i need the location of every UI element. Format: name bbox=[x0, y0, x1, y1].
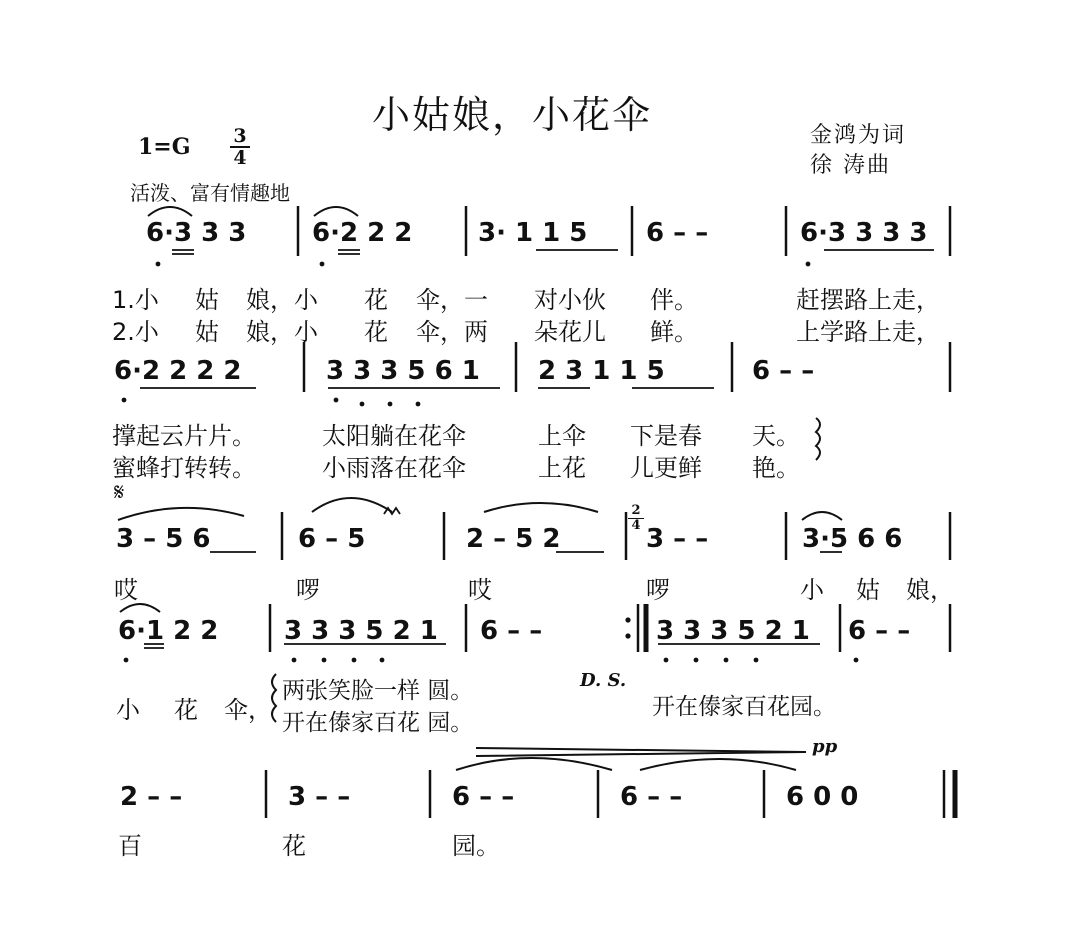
lyric4-coda: 开在傣家百花园。 bbox=[652, 694, 836, 720]
meter-change-top: 2 bbox=[631, 503, 641, 518]
line3-measure-2: 6 – 5 bbox=[298, 524, 366, 554]
lyric4-verse2: 开在傣家百花 园。 bbox=[282, 710, 474, 736]
verse2-lyric-1: 2.小 bbox=[112, 318, 159, 346]
repeat-dots bbox=[625, 617, 630, 638]
tempo-marking: 活泼、富有情趣地 bbox=[130, 181, 290, 205]
line4-measure-4: 3 3 3 5 2 1 bbox=[656, 616, 810, 646]
underlines bbox=[140, 250, 934, 648]
lyric5-1: 百 bbox=[118, 832, 142, 860]
octave-dots bbox=[122, 262, 859, 663]
line4-measure-2: 3 3 3 5 2 1 bbox=[284, 616, 438, 646]
lyricist-credit: 金鸿为词 bbox=[810, 123, 907, 148]
lyric4-lead-2: 花 bbox=[174, 696, 198, 724]
line5-measure-5: 6 0 0 bbox=[786, 782, 859, 812]
line2-measure-2: 3 3 3 5 6 1 bbox=[326, 356, 480, 386]
lyric3-2: 啰 bbox=[296, 576, 320, 604]
lyric4-lead-3: 伞， bbox=[224, 696, 272, 724]
verse2-lyric-7: 鲜。 bbox=[650, 318, 698, 346]
line4-measure-3: 6 – – bbox=[480, 616, 543, 646]
verse1-lyric-8: 赶摆路上走， bbox=[796, 286, 940, 314]
line1-measure-4: 6 – – bbox=[646, 218, 709, 248]
slurs bbox=[118, 207, 842, 770]
verse2-lyric-8: 上学路上走， bbox=[796, 318, 940, 346]
line1-measure-2: 6·2 2 2 bbox=[312, 218, 413, 248]
verse2-lyric-4: 花 bbox=[364, 318, 388, 346]
line2-measure-1: 6·2 2 2 2 bbox=[114, 356, 242, 386]
composer-credit: 徐 涛曲 bbox=[810, 153, 891, 178]
line5-measure-1: 2 – – bbox=[120, 782, 183, 812]
verse1-b-lyric-1: 撑起云片片。 bbox=[112, 422, 256, 450]
line3-measure-4: 3 – – bbox=[646, 524, 709, 554]
verse1-lyric-7: 伴。 bbox=[650, 286, 698, 314]
line5-measure-2: 3 – – bbox=[288, 782, 351, 812]
verse1-lyric-1: 1.小 bbox=[112, 286, 159, 314]
dynamic-pp: pp bbox=[812, 736, 838, 757]
verse2-lyric-6: 朵花儿 bbox=[534, 318, 606, 346]
meter-bottom: 4 bbox=[233, 147, 247, 169]
line1-measure-5: 6·3 3 3 3 bbox=[800, 218, 928, 248]
barlines bbox=[266, 206, 950, 818]
verse1-b-lyric-4: 下是春 bbox=[630, 422, 702, 450]
line5-measure-3: 6 – – bbox=[452, 782, 515, 812]
segno-sign: 𝄋 bbox=[114, 478, 125, 506]
lyric3-5: 小 bbox=[800, 576, 824, 604]
lyric3-4: 啰 bbox=[646, 576, 670, 604]
verse1-b-lyric-5: 天。 bbox=[752, 422, 800, 450]
thick-barlines bbox=[646, 604, 955, 818]
line3-measure-5: 3·5 6 6 bbox=[802, 524, 903, 554]
verse2-lyric-5: 伞，两 bbox=[416, 318, 488, 346]
lyric3-7: 娘， bbox=[906, 576, 954, 604]
verse1-b-lyric-3: 上伞 bbox=[538, 422, 586, 450]
lyric5-3: 园。 bbox=[452, 832, 500, 860]
verse1-lyric-3: 娘，小 bbox=[246, 286, 318, 314]
verse2-b-lyric-3: 上花 bbox=[538, 454, 586, 482]
dal-segno-mark: D. S. bbox=[580, 670, 627, 691]
line4-measure-5: 6 – – bbox=[848, 616, 911, 646]
line3-measure-1: 3 – 5 6 bbox=[116, 524, 211, 554]
song-title: 小姑娘，小花伞 bbox=[372, 93, 653, 137]
verse-braces bbox=[272, 418, 820, 722]
meter-top: 3 bbox=[233, 125, 247, 147]
line1-measure-1: 6·3 3 3 bbox=[146, 218, 247, 248]
verse2-b-lyric-1: 蜜蜂打转转。 bbox=[112, 454, 256, 482]
verse2-lyric-2: 姑 bbox=[195, 318, 219, 346]
lyric5-2: 花 bbox=[282, 832, 306, 860]
verse1-lyric-5: 伞，一 bbox=[416, 286, 488, 314]
line2-measure-4: 6 – – bbox=[752, 356, 815, 386]
meter-change-bottom: 4 bbox=[631, 518, 641, 533]
lyric3-3: 哎 bbox=[468, 576, 492, 604]
verse2-lyric-3: 娘，小 bbox=[246, 318, 318, 346]
line2-measure-3: 2 3 1 1 5 bbox=[538, 356, 665, 386]
verse1-b-lyric-2: 太阳躺在花伞 bbox=[322, 422, 466, 450]
verse1-lyric-6: 对小伙 bbox=[534, 286, 606, 314]
line1-measure-3: 3· 1 1 5 bbox=[478, 218, 588, 248]
key-signature: 1=G bbox=[138, 134, 191, 160]
lyric4-verse1: 两张笑脸一样 圆。 bbox=[282, 678, 474, 704]
line3-measure-3: 2 – 5 2 bbox=[466, 524, 561, 554]
verse1-lyric-4: 花 bbox=[364, 286, 388, 314]
verse2-b-lyric-2: 小雨落在花伞 bbox=[322, 454, 466, 482]
line5-measure-4: 6 – – bbox=[620, 782, 683, 812]
verse2-b-lyric-5: 艳。 bbox=[752, 454, 800, 482]
lyric3-1: 哎 bbox=[114, 576, 138, 604]
lyric3-6: 姑 bbox=[856, 576, 880, 604]
verse2-b-lyric-4: 儿更鲜 bbox=[630, 454, 702, 482]
verse1-lyric-2: 姑 bbox=[195, 286, 219, 314]
lyric4-lead-1: 小 bbox=[116, 696, 140, 724]
line4-measure-1: 6·1 2 2 bbox=[118, 616, 219, 646]
